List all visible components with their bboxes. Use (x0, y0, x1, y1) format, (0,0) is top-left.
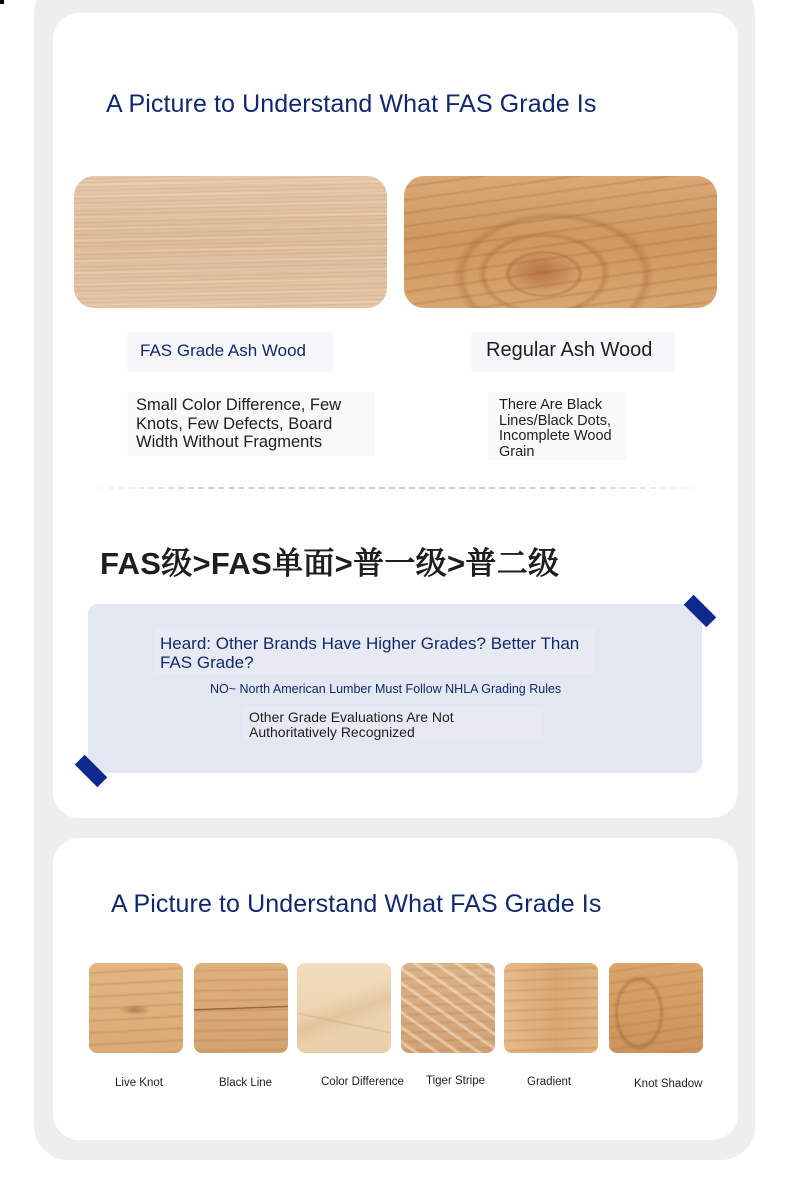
live-knot-swatch (89, 963, 183, 1053)
fas-wood-description: Small Color Difference, Few Knots, Few Defects, Board Width Without Fragments (136, 396, 342, 451)
regular-wood-description: There Are Black Lines/Black Dots, Incomplete Wood Grain (499, 397, 612, 460)
section-title: A Picture to Understand What FAS Grade Is (106, 90, 597, 118)
regular-wood-label: Regular Ash Wood (486, 339, 653, 361)
tiger-stripe-swatch (401, 963, 495, 1053)
gradient-swatch (504, 963, 598, 1053)
swatch-label-gradient: Gradient (527, 1076, 572, 1088)
corner-mark (0, 0, 4, 4)
dashed-divider (88, 487, 706, 489)
swatch-label-color-difference: Color Difference (321, 1076, 404, 1088)
black-line-swatch (194, 963, 288, 1053)
knot-shadow-swatch (609, 963, 703, 1053)
faq-answer: NO~ North American Lumber Must Follow NHLA Grading Rules (210, 682, 562, 696)
swatch-label-tiger-stripe: Tiger Stripe (426, 1075, 486, 1087)
fas-ash-wood-image (74, 176, 387, 308)
grade-order-heading: FAS级>FAS单面>普一级>普二级 (100, 546, 560, 581)
fas-wood-label: FAS Grade Ash Wood (140, 341, 306, 360)
section-title-2: A Picture to Understand What FAS Grade Is (111, 890, 602, 918)
swatch-label-live-knot: Live Knot (115, 1077, 163, 1089)
faq-note: Other Grade Evaluations Are Not Authoritatively Recognized (249, 709, 454, 740)
color-difference-swatch (297, 963, 391, 1053)
swatch-label-knot-shadow: Knot Shadow (634, 1078, 703, 1090)
regular-ash-wood-image (404, 176, 717, 308)
swatch-label-black-line: Black Line (219, 1077, 273, 1089)
faq-question: Heard: Other Brands Have Higher Grades? Better Than FAS Grade? (160, 634, 580, 672)
